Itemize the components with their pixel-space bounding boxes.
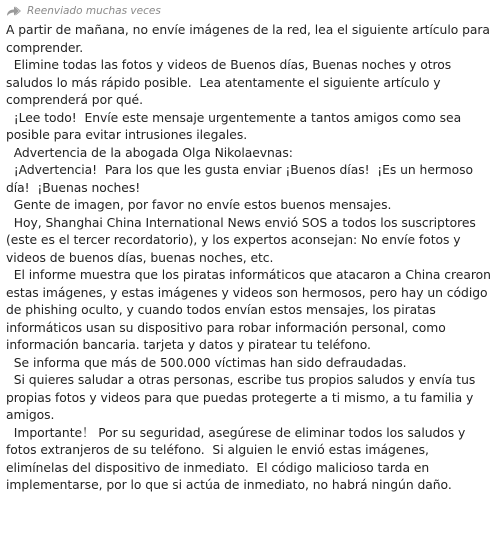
message-paragraph: Si quieres saludar a otras personas, escribe tus propios saludos y envía tus propias fotos y videos para que puedas protegerte a ti mismo, a tu familia y amigos.: [6, 373, 480, 422]
message-paragraph: Importante！ Por su seguridad, asegúrese de eliminar todos los saludos y fotos extranjeros de su teléfono. Si alguien le envió estas imágenes, elimínelas del dispositivo de inmediato. El código malicioso tarda en implementarse, por lo que si actúa de inmediato, no habrá ningún daño.: [6, 425, 470, 492]
message-paragraph: Gente de imagen, por favor no envíe estos buenos mensajes.: [6, 198, 392, 212]
forwarded-label: Reenviado muchas veces: [27, 5, 161, 17]
message-paragraph: Advertencia de la abogada Olga Nikolaevnas:: [6, 145, 293, 160]
message-paragraph: Se informa que más de 500.000 víctimas han sido defraudadas.: [6, 355, 407, 370]
forwarded-many-times-icon: [6, 5, 22, 17]
message-paragraph: Elimine todas las fotos y videos de Buenos días, Buenas noches y otros saludos lo más rápido posible. Lea atentamente el siguiente artículo y comprenderá por qué.: [6, 58, 456, 107]
message-paragraph: ¡Advertencia! Para los que les gusta enviar ¡Buenos días! ¡Es un hermoso día! ¡Buenas noches!: [6, 163, 477, 195]
message-paragraph: Hoy, Shanghai China International News envió SOS a todos los suscriptores (este es el tercer recordatorio), y los expertos aconsejan: No envíe fotos y videos de buenos días, buenas noches, etc.: [6, 215, 480, 265]
message-paragraph: A partir de mañana, no envíe imágenes de la red, lea el siguiente artículo para comprender.: [6, 23, 494, 55]
message-paragraph: ¡Lee todo! Envíe este mensaje urgentemente a tantos amigos como sea posible para evitar intrusiones ilegales.: [6, 110, 465, 142]
message-text: [6, 22, 495, 495]
message-paragraph: El informe muestra que los piratas informáticos que atacaron a China crearon estas imágenes, y estas imágenes y videos son hermosos, pero hay un código de phishing oculto, y cuando todos envían estos mensajes, los piratas informáticos usan su dispositivo para robar información personal, como información bancaria. tarjeta y datos y piratear tu teléfono.: [6, 268, 495, 352]
forwarded-header: [6, 2, 492, 20]
